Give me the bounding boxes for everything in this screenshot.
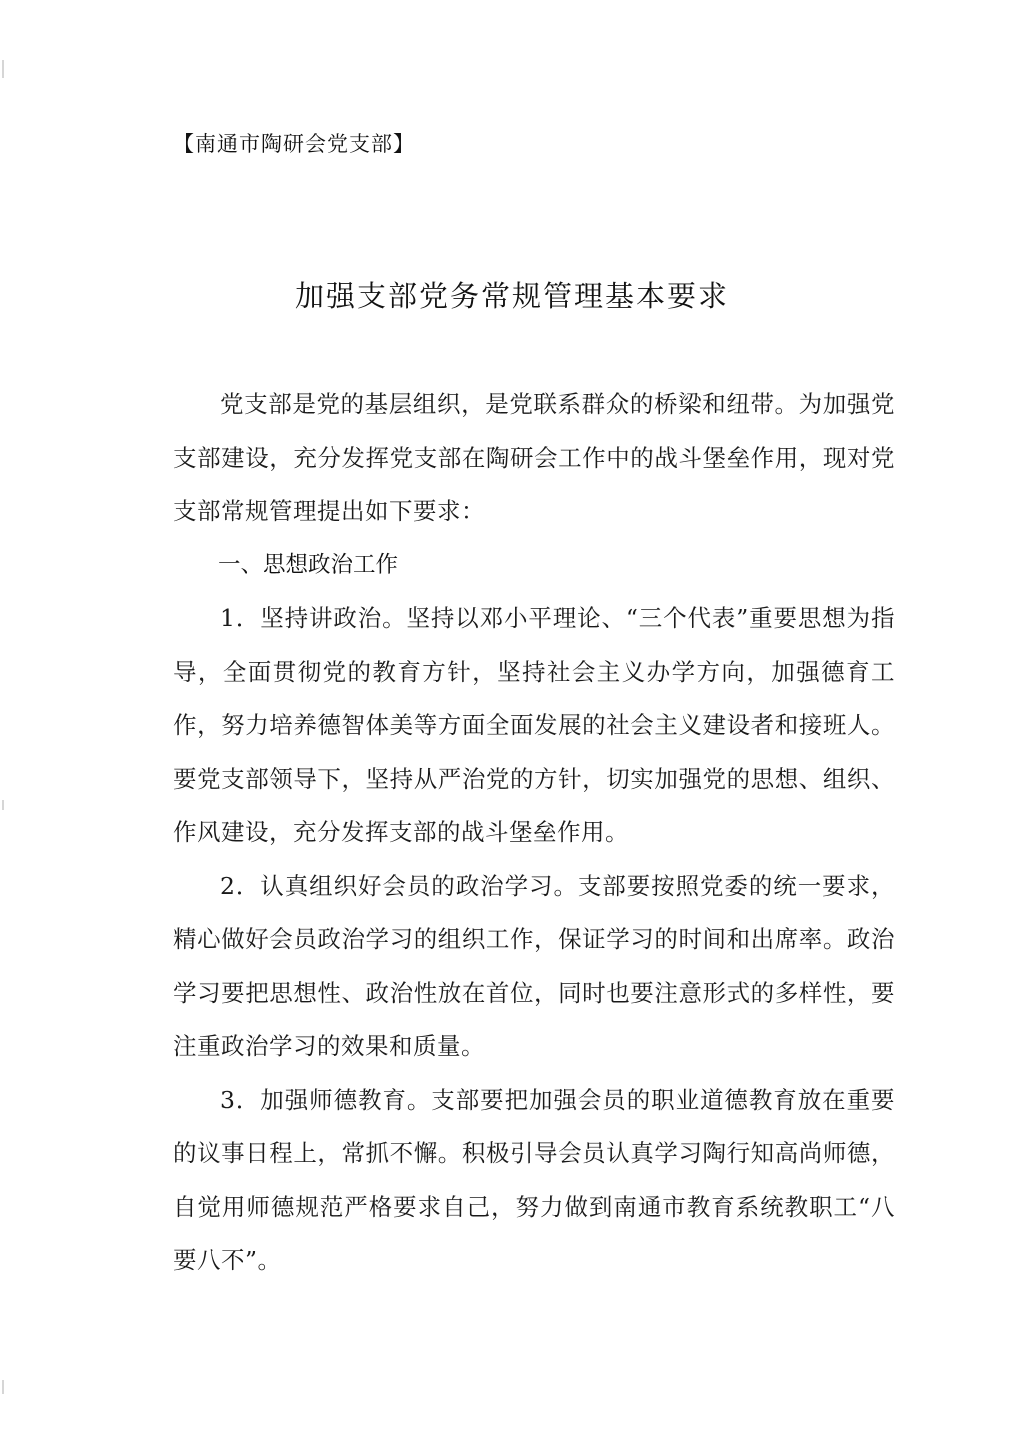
item-paragraph-1: 1．坚持讲政治。坚持以邓小平理论、“三个代表”重要思想为指导，全面贯彻党的教育方针，坚持社会主义办学方向，加强德育工作，努力培养德智体美等方面全面发展的社会主义建设者和接班人。要党支部领导下，坚持从严治党的方针，切实加强党的思想、组织、作风建设，充分发挥支部的战斗堡垒作用。 [173,604,895,846]
scan-edge-mark [2,800,4,810]
scan-edge-mark [2,60,4,78]
intro-paragraph: 党支部是党的基层组织，是党联系群众的桥梁和纽带。为加强党支部建设，充分发挥党支部在陶研会工作中的战斗堡垒作用，现对党支部常规管理提出如下要求： [173,390,895,525]
document-body [173,378,895,1288]
item-paragraph-2: 2．认真组织好会员的政治学习。支部要按照党委的统一要求，精心做好会员政治学习的组织工作，保证学习的时间和出席率。政治学习要把思想性、政治性放在首位，同时也要注意形式的多样性，要注重政治学习的效果和质量。 [173,871,895,1060]
scan-edge-mark [2,1380,4,1394]
document-title: 加强支部党务常规管理基本要求 [294,279,729,313]
section-heading-ideological-work: 一、思想政治工作 [218,551,399,578]
item-paragraph-3: 3．加强师德教育。支部要把加强会员的职业道德教育放在重要的议事日程上，常抓不懈。积极引导会员认真学习陶行知高尚师德，自觉用师德规范严格要求自己，努力做到南通市教育系统教职工“八要八不”。 [173,1085,895,1274]
organization-label: 【南通市陶研会党支部】 [173,132,415,156]
